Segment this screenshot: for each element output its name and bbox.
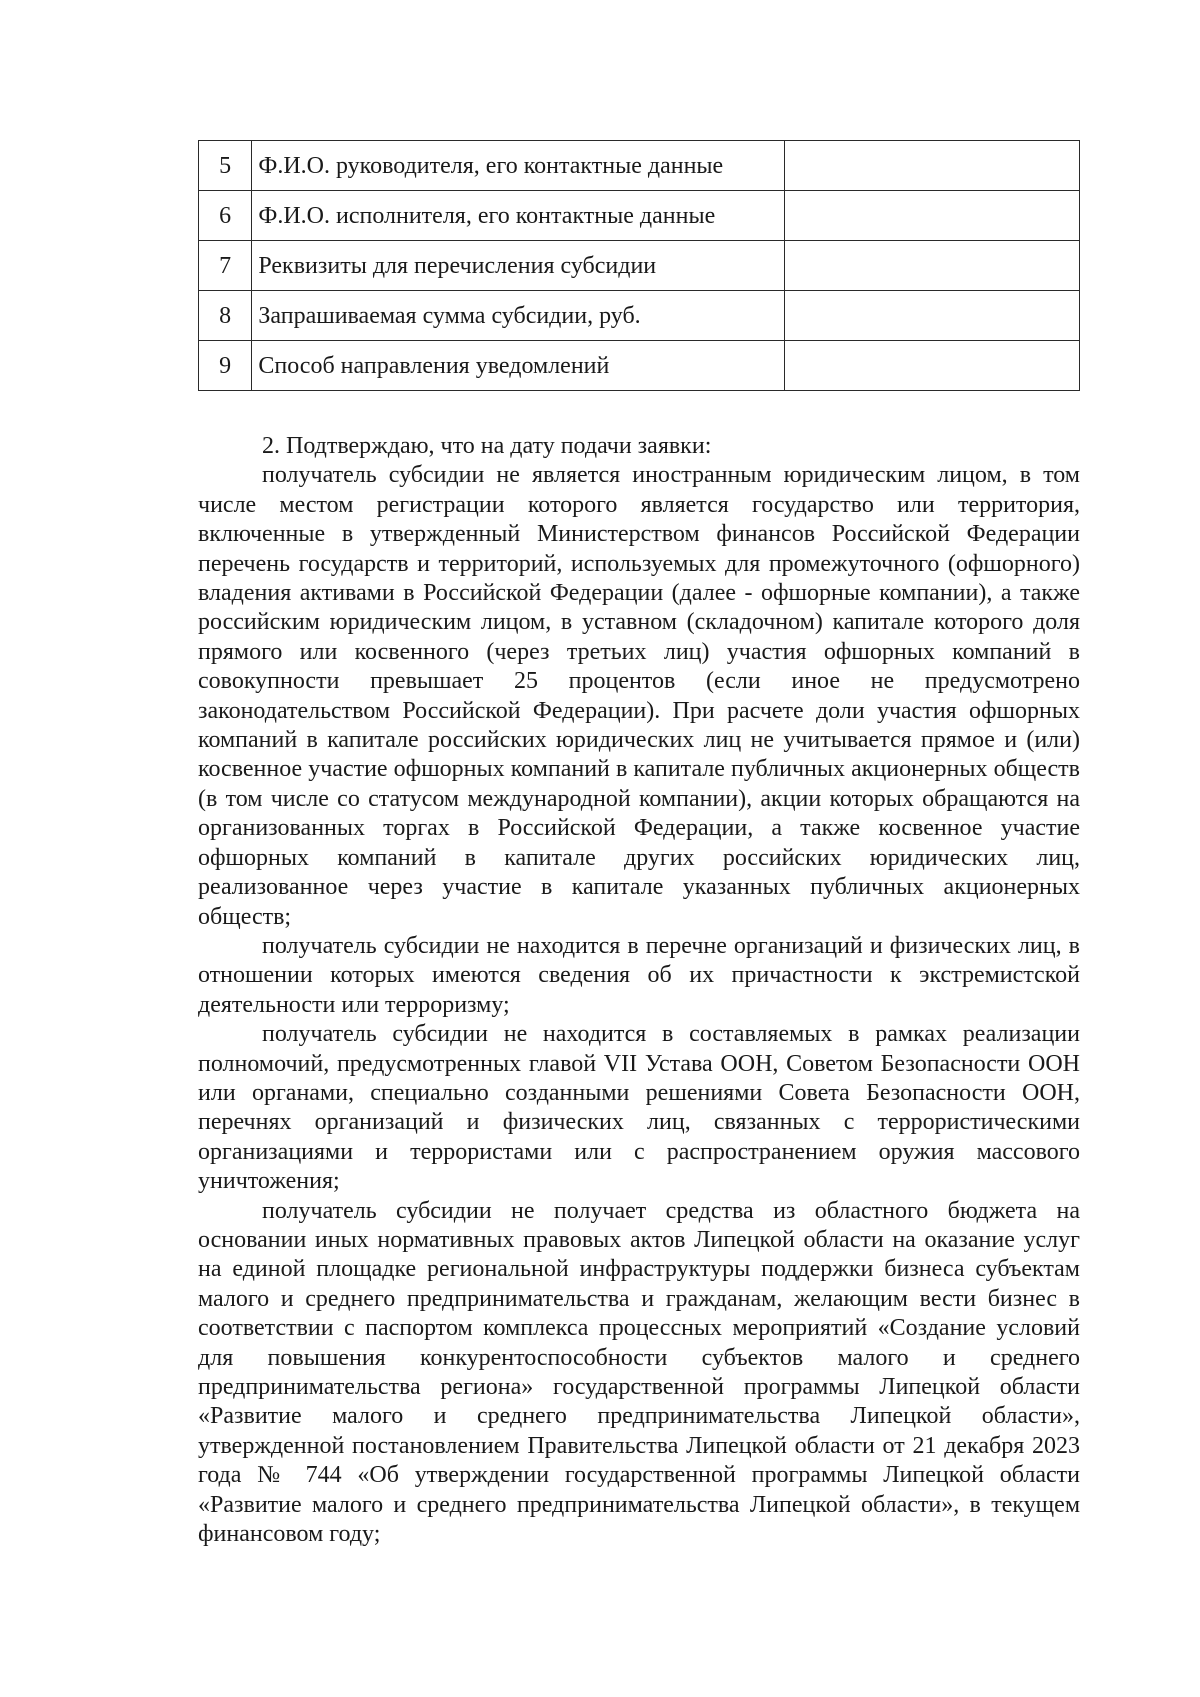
row-number: 5 <box>199 141 252 191</box>
paragraph-extremism: получатель субсидии не находится в перечне организаций и физических лиц, в отношении которых имеются сведения об их причастности к экстремистской деятельности или терроризму; <box>198 932 1080 1018</box>
paragraph-un-lists: получатель субсидии не находится в составляемых в рамках реализации полномочий, предусмотренных главой VII Устава ООН, Советом Безопасности ООН или органами, специально созданными решениями Совета Безопасности ООН, перечнях организаций и физических лиц, связанных с террористическими организациями и террористами или с распространением оружия массового уничтожения; <box>198 1021 1080 1195</box>
row-value <box>784 191 1079 241</box>
row-label: Запрашиваемая сумма субсидии, руб. <box>252 291 785 341</box>
row-label: Реквизиты для перечисления субсидии <box>252 241 785 291</box>
application-form-table <box>198 140 1080 391</box>
row-value <box>784 341 1079 391</box>
row-value <box>784 141 1079 191</box>
paragraph-budget-funds: получатель субсидии не получает средства из областного бюджета на основании иных нормативных правовых актов Липецкой области на оказание услуг на единой площадке региональной инфраструктуры поддержки бизнеса субъектам малого и среднего предпринимательства и гражданам, желающим вести бизнес в соответствии с паспортом комплекса процессных мероприятий «Создание условий для повышения конкурентоспособности субъектов малого и среднего предпринимательства региона» государственной программы Липецкой области «Развитие малого и среднего предпринимательства Липецкой области», утвержденной постановлением Правительства Липецкой области от 21 декабря 2023 года № 744 «Об утверждении государственной программы Липецкой области «Развитие малого и среднего предпринимательства Липецкой области», в текущем финансовом году; <box>198 1197 1080 1548</box>
table-row <box>199 341 1080 391</box>
row-number: 8 <box>199 291 252 341</box>
confirmation-section <box>198 432 1080 1549</box>
row-value <box>784 241 1079 291</box>
section-heading: 2. Подтверждаю, что на дату подачи заявки: <box>262 433 712 459</box>
row-value <box>784 291 1079 341</box>
row-label: Ф.И.О. исполнителя, его контактные данные <box>252 191 785 241</box>
row-number: 9 <box>199 341 252 391</box>
table-row <box>199 241 1080 291</box>
paragraph-offshore: получатель субсидии не является иностранным юридическим лицом, в том числе местом регистрации которого является государство или территория, включенные в утвержденный Министерством финансов Российской Федерации перечень государств и территорий, используемых для промежуточного (офшорного) владения активами в Российской Федерации (далее - офшорные компании), а также российским юридическим лицом, в уставном (складочном) капитале которого доля прямого или косвенного (через третьих лиц) участия офшорных компаний в совокупности превышает 25 процентов (если иное не предусмотрено законодательством Российской Федерации). При расчете доли участия офшорных компаний в капитале российских юридических лиц не учитывается прямое и (или) косвенное участие офшорных компаний в капитале публичных акционерных обществ (в том числе со статусом международной компании), акции которых обращаются на организованных торгах в Российской Федерации, а также косвенное участие офшорных компаний в капитале других российских юридических лиц, реализованное через участие в капитале указанных публичных акционерных обществ; <box>198 462 1080 930</box>
row-number: 6 <box>199 191 252 241</box>
table-row <box>199 191 1080 241</box>
row-number: 7 <box>199 241 252 291</box>
table-row <box>199 141 1080 191</box>
row-label: Ф.И.О. руководителя, его контактные данные <box>252 141 785 191</box>
table-row <box>199 291 1080 341</box>
row-label: Способ направления уведомлений <box>252 341 785 391</box>
